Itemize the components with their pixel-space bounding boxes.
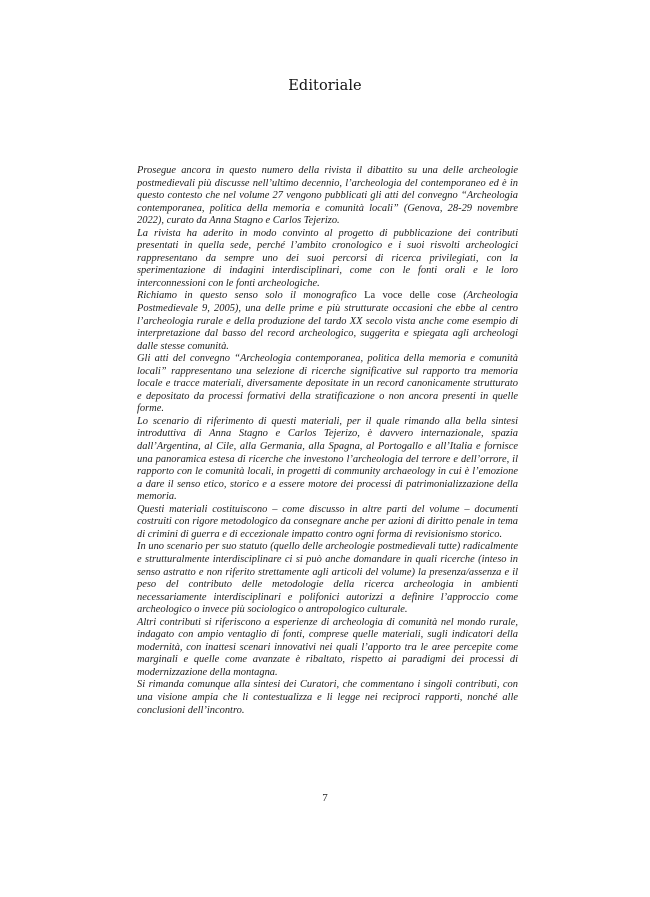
paragraph-5: Lo scenario di riferimento di questi materiali, per il quale rimando alla bella sintesi introduttiva di Anna Stagno e Carlos Tejerizo, è davvero internazionale, spazia dall’Argentina, al Cile, alla Germania, alla Spagna, al Portogallo e all’Italia e fornisce una panoramica estesa di ricerche che investono l’archeologia del terrore e dell’orrore, il rapporto con le comunità locali, in progetti di community archaeology in cui è l’emozione a dare il senso etico, storico e a essere motore dei processi di patrimonializzazione della memoria. <box>137 415 518 503</box>
page-title: Editoriale <box>288 78 362 94</box>
paragraph-2: La rivista ha aderito in modo convinto al progetto di pubblicazione dei contributi presentati in quella sede, perché l’ambito cronologico e i suoi risvolti archeologici rappresentano da sempre uno dei suoi percorsi di ricerca privilegiati, con la sperimentazione di indagini interdisciplinari, come con le fonti orali e le loro interconnessioni con le fonti archeologiche. <box>137 227 518 289</box>
monograph-title: La voce delle cose <box>364 290 456 302</box>
paragraph-9: Si rimanda comunque alla sintesi dei Curatori, che commentano i singoli contributi, con una visione ampia che li contestualizza e li legge nei reciproci rapporti, nonché alle conclusioni dell’incontro. <box>137 679 518 716</box>
paragraph-4: Gli atti del convegno “Archeologia contemporanea, politica della memoria e comunità locali” rappresentano una selezione di ricerche significative sul rapporto tra memoria locale e tracce materiali, diversamente depositate in un record canonicamente strutturato e depositato da processi formativi della stratificazione o non ancora presenti in quelle forme. <box>137 353 518 415</box>
editorial-body <box>137 165 518 717</box>
paragraph-3-rest: (Archeologia Postmedievale 9, 2005), una delle prime e più strutturate occasioni che ebbe al centro l’archeologia rurale e della produzione del tardo XX secolo vista anche come esempio di interpretazione dal basso del record archeologico, suggerita e spiegata agli archeologi dalle stesse comunità. <box>137 290 518 352</box>
paragraph-7: In uno scenario per suo statuto (quello delle archeologie postmedievali tutte) radicalmente e strutturalmente interdisciplinare ci si può anche domandare in quali ricerche (inteso in senso astratto e non riferito strettamente agli articoli del volume) la presenza/assenza e il peso del contributo delle metodologie della ricerca archeologia in ambienti necessariamente interdisciplinari e polifonici autorizzi a definire l’approccio come archeologico o invece più sociologico o antropologico culturale. <box>137 541 518 616</box>
paragraph-1: Prosegue ancora in questo numero della rivista il dibattito su una delle archeologie postmedievali più discusse nell’ultimo decennio, l’archeologia del contemporaneo ed è in questo contesto che nel volume 27 vengono pubblicati gli atti del convegno “Archeologia contemporanea, politica della memoria e comunità locali” (Genova, 28-29 novembre 2022), curato da Anna Stagno e Carlos Tejerizo. <box>137 165 518 227</box>
page-number: 7 <box>322 792 328 804</box>
paragraph-3-lead: Richiamo in questo senso solo il monografico <box>137 290 365 302</box>
paragraph-8: Altri contributi si riferiscono a esperienze di archeologia di comunità nel mondo rurale, indagato con ampio ventaglio di fonti, comprese quelle materiali, sugli indicatori della modernità, con inattesi scenari innovativi nei quali l’apporto tra le aree percepite come marginali e quelle come avanzate è ribaltato, rispetto ai paradigmi dei processi di modernizzazione della montagna. <box>137 616 518 678</box>
paragraph-3 <box>137 290 518 353</box>
paragraph-6: Questi materiali costituiscono – come discusso in altre parti del volume – documenti costruiti con rigore metodologico da consegnare anche per azioni di diritto penale in tema di crimini di guerra e di eccezionale impatto contro ogni forma di revisionismo storico. <box>137 503 518 540</box>
